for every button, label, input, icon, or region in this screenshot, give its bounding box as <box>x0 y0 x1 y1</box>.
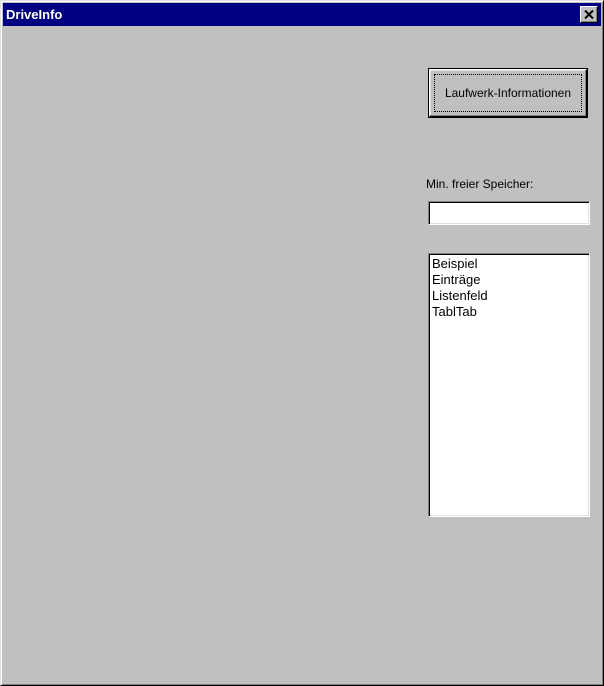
drive-info-button-label: Laufwerk-Informationen <box>444 86 572 100</box>
min-free-memory-label: Min. freier Speicher: <box>426 177 534 191</box>
drive-info-button-frame <box>428 68 588 118</box>
title-bar[interactable] <box>3 3 601 26</box>
close-button[interactable] <box>580 6 598 23</box>
min-free-memory-input[interactable] <box>428 201 590 225</box>
list-item[interactable]: Listenfeld <box>432 288 488 303</box>
list-item[interactable]: Beispiel <box>432 256 478 271</box>
list-item[interactable]: Einträge <box>432 272 481 287</box>
client-area <box>3 26 601 683</box>
window-title: DriveInfo <box>6 7 63 22</box>
drive-info-button[interactable] <box>429 69 587 117</box>
close-icon <box>584 10 594 19</box>
entries-listbox[interactable] <box>428 253 590 517</box>
list-item[interactable]: TablTab <box>432 304 477 319</box>
